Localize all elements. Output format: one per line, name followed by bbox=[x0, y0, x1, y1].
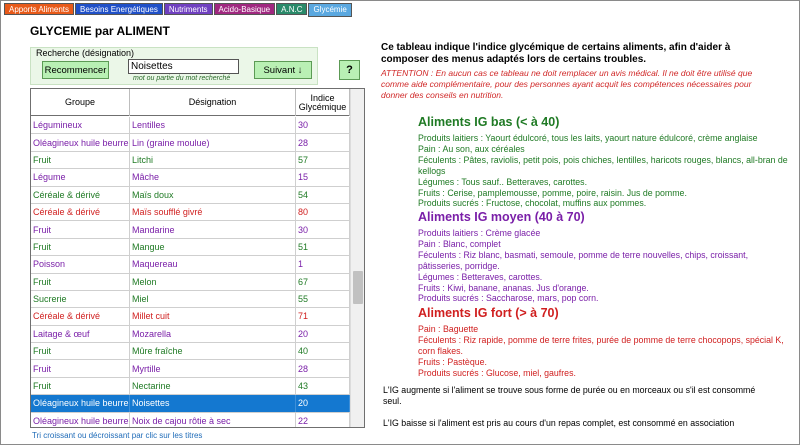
cell-ig: 51 bbox=[296, 239, 350, 255]
cell-ig: 15 bbox=[296, 169, 350, 185]
low-ig-line: Produits sucrés : Fructose, chocolat, muffins aux pommes. bbox=[418, 198, 647, 209]
cell-groupe: Oléagineux huile beurre bbox=[31, 134, 130, 150]
medium-ig-line: Produits laitiers : Crème glacée bbox=[418, 228, 541, 238]
cell-ig: 30 bbox=[296, 221, 350, 237]
cell-groupe: Fruit bbox=[31, 221, 130, 237]
column-header-groupe[interactable]: Groupe bbox=[31, 89, 130, 116]
low-ig-line: Produits laitiers : Yaourt édulcoré, tous les laits, yaourt nature édulcoré, crème anglaise bbox=[418, 133, 758, 143]
tab-bar bbox=[4, 3, 352, 15]
cell-ig: 71 bbox=[296, 308, 350, 324]
cell-designation: Millet cuit bbox=[130, 308, 296, 324]
high-ig-title: Aliments IG fort (> à 70) bbox=[418, 306, 559, 320]
cell-designation: Nectarine bbox=[130, 378, 296, 394]
medium-ig-line: Pain : Blanc, complet bbox=[418, 238, 501, 249]
table-row[interactable] bbox=[31, 256, 350, 273]
cell-ig: 40 bbox=[296, 343, 350, 359]
page-title: GLYCEMIE par ALIMENT bbox=[30, 24, 170, 38]
table-row[interactable] bbox=[31, 413, 350, 428]
table-row[interactable] bbox=[31, 343, 350, 360]
medium-ig-line: Fruits : Kiwi, banane, ananas. Jus d'orange. bbox=[418, 282, 589, 293]
cell-ig: 20 bbox=[296, 326, 350, 342]
table-row[interactable] bbox=[31, 239, 350, 256]
cell-groupe: Céréale & dérivé bbox=[31, 187, 130, 203]
cell-groupe: Fruit bbox=[31, 239, 130, 255]
medium-ig-line: Légumes : Betteraves, carottes. bbox=[418, 271, 543, 282]
low-ig-title: Aliments IG bas (< à 40) bbox=[418, 115, 560, 129]
warning-text: ATTENTION : En aucun cas ce tableau ne doit remplacer un avis médical. Il ne doit être utilisé que comme aide complémentaire, pour des personnes ayant acquit les compétences nécessaires pour donner des conseils en nutrition. bbox=[381, 68, 753, 100]
table-row[interactable] bbox=[31, 152, 350, 169]
low-ig-line: Fruits : Cerise, pamplemousse, pomme, poire, raisin. Jus de pomme. bbox=[418, 187, 687, 198]
medium-ig-list bbox=[418, 228, 793, 304]
cell-designation: Maïs soufflé givré bbox=[130, 204, 296, 220]
medium-ig-line: Féculents : Riz blanc, basmati, semoule, pomme de terre nouvelles, chips, croissant, pâtisseries, porridge. bbox=[418, 249, 749, 271]
cell-groupe: Fruit bbox=[31, 152, 130, 168]
table-row[interactable] bbox=[31, 169, 350, 186]
cell-ig: 57 bbox=[296, 152, 350, 168]
low-ig-line: Pain : Au son, aux céréales bbox=[418, 143, 525, 154]
help-button[interactable]: ? bbox=[339, 60, 360, 80]
table-row[interactable] bbox=[31, 187, 350, 204]
tab-4[interactable]: A.N.C bbox=[276, 3, 307, 15]
cell-groupe: Fruit bbox=[31, 378, 130, 394]
cell-ig: 43 bbox=[296, 378, 350, 394]
table-row[interactable] bbox=[31, 221, 350, 238]
cell-ig: 22 bbox=[296, 413, 350, 428]
ig-increase-note: L'IG augmente si l'aliment se trouve sous forme de purée ou en morceaux ou s'il est consommé seul. bbox=[383, 385, 756, 406]
cell-groupe: Poisson bbox=[31, 256, 130, 272]
tab-3[interactable]: Acido-Basique bbox=[214, 3, 276, 15]
cell-designation: Noix de cajou rôtie à sec bbox=[130, 413, 296, 428]
table-row[interactable] bbox=[31, 291, 350, 308]
cell-designation: Noisettes bbox=[130, 395, 296, 411]
cell-groupe: Légumineux bbox=[31, 117, 130, 133]
cell-groupe: Oléagineux huile beurre bbox=[31, 395, 130, 411]
cell-designation: Mâche bbox=[130, 169, 296, 185]
cell-ig: 80 bbox=[296, 204, 350, 220]
cell-designation: Maquereau bbox=[130, 256, 296, 272]
table-row[interactable] bbox=[31, 360, 350, 377]
cell-designation: Mangue bbox=[130, 239, 296, 255]
search-hint: mot ou partie du mot recherché bbox=[133, 75, 231, 82]
table-row[interactable] bbox=[31, 395, 350, 412]
search-input[interactable] bbox=[128, 59, 239, 74]
cell-designation: Litchi bbox=[130, 152, 296, 168]
table-scrollbar[interactable] bbox=[350, 89, 364, 427]
column-header-designation[interactable]: Désignation bbox=[130, 89, 296, 116]
next-button[interactable]: Suivant ↓ bbox=[254, 61, 312, 79]
high-ig-line: Pain : Baguette bbox=[418, 324, 479, 334]
tab-5[interactable]: Glycémie bbox=[308, 3, 351, 17]
search-label: Recherche (désignation) bbox=[36, 48, 135, 58]
cell-designation: Mûre fraîche bbox=[130, 343, 296, 359]
medium-ig-line: Produits sucrés : Saccharose, mars, pop corn. bbox=[418, 293, 599, 304]
cell-designation: Melon bbox=[130, 274, 296, 290]
table-row[interactable] bbox=[31, 117, 350, 134]
cell-designation: Maïs doux bbox=[130, 187, 296, 203]
table-row[interactable] bbox=[31, 134, 350, 151]
table-row[interactable] bbox=[31, 326, 350, 343]
scrollbar-thumb[interactable] bbox=[353, 271, 363, 304]
cell-ig: 20 bbox=[296, 395, 350, 411]
high-ig-line: Féculents : Riz rapide, pomme de terre frites, purée de pomme de terre chocopops, spécial K, corn flakes. bbox=[418, 334, 784, 356]
table-header bbox=[31, 89, 350, 116]
search-panel bbox=[30, 47, 318, 85]
tab-0[interactable]: Apports Aliments bbox=[4, 3, 74, 15]
cell-ig: 54 bbox=[296, 187, 350, 203]
cell-groupe: Céréale & dérivé bbox=[31, 308, 130, 324]
low-ig-line: Féculents : Pâtes, raviolis, petit pois, pois chiches, lentilles, haricots rouges, blancs, all-bran de kellogs bbox=[418, 154, 788, 176]
sort-hint: Tri croissant ou décroissant par clic sur les titres bbox=[32, 431, 203, 440]
cell-designation: Mozarella bbox=[130, 326, 296, 342]
cell-groupe: Fruit bbox=[31, 274, 130, 290]
cell-ig: 55 bbox=[296, 291, 350, 307]
high-ig-line: Produits sucrés : Glucose, miel, gaufres. bbox=[418, 367, 576, 378]
cell-designation: Lin (graine moulue) bbox=[130, 134, 296, 150]
table-row[interactable] bbox=[31, 274, 350, 291]
cell-ig: 28 bbox=[296, 134, 350, 150]
cell-groupe: Fruit bbox=[31, 360, 130, 376]
medium-ig-title: Aliments IG moyen (40 à 70) bbox=[418, 210, 585, 224]
tab-2[interactable]: Nutriments bbox=[164, 3, 213, 15]
cell-ig: 30 bbox=[296, 117, 350, 133]
cell-designation: Lentilles bbox=[130, 117, 296, 133]
table-row[interactable] bbox=[31, 308, 350, 325]
cell-ig: 67 bbox=[296, 274, 350, 290]
high-ig-line: Fruits : Pastèque. bbox=[418, 356, 487, 367]
table-row[interactable] bbox=[31, 204, 350, 221]
tab-1[interactable]: Besoins Energétiques bbox=[75, 3, 163, 15]
low-ig-line: Légumes : Tous sauf.. Betteraves, carottes. bbox=[418, 176, 588, 187]
table-body bbox=[31, 117, 350, 428]
restart-button[interactable]: Recommencer bbox=[42, 61, 109, 79]
cell-ig: 1 bbox=[296, 256, 350, 272]
cell-designation: Miel bbox=[130, 291, 296, 307]
cell-groupe: Laitage & œuf bbox=[31, 326, 130, 342]
column-header-ig[interactable]: Indice Glycémique bbox=[296, 89, 350, 116]
cell-groupe: Céréale & dérivé bbox=[31, 204, 130, 220]
low-ig-list bbox=[418, 133, 793, 209]
high-ig-list bbox=[418, 324, 793, 379]
table-row[interactable] bbox=[31, 378, 350, 395]
ig-decrease-note: L'IG baisse si l'aliment est pris au cours d'un repas complet, est consommé en association bbox=[383, 418, 735, 428]
cell-designation: Myrtille bbox=[130, 360, 296, 376]
cell-groupe: Fruit bbox=[31, 343, 130, 359]
cell-designation: Mandarine bbox=[130, 221, 296, 237]
intro-text: Ce tableau indique l'indice glycémique de certains aliments, afin d'aider à composer des menus adaptés lors de certains troubles. bbox=[381, 42, 731, 65]
cell-groupe: Sucrerie bbox=[31, 291, 130, 307]
cell-ig: 28 bbox=[296, 360, 350, 376]
cell-groupe: Oléagineux huile beurre bbox=[31, 413, 130, 428]
glycemic-table bbox=[30, 88, 365, 428]
cell-groupe: Légume bbox=[31, 169, 130, 185]
